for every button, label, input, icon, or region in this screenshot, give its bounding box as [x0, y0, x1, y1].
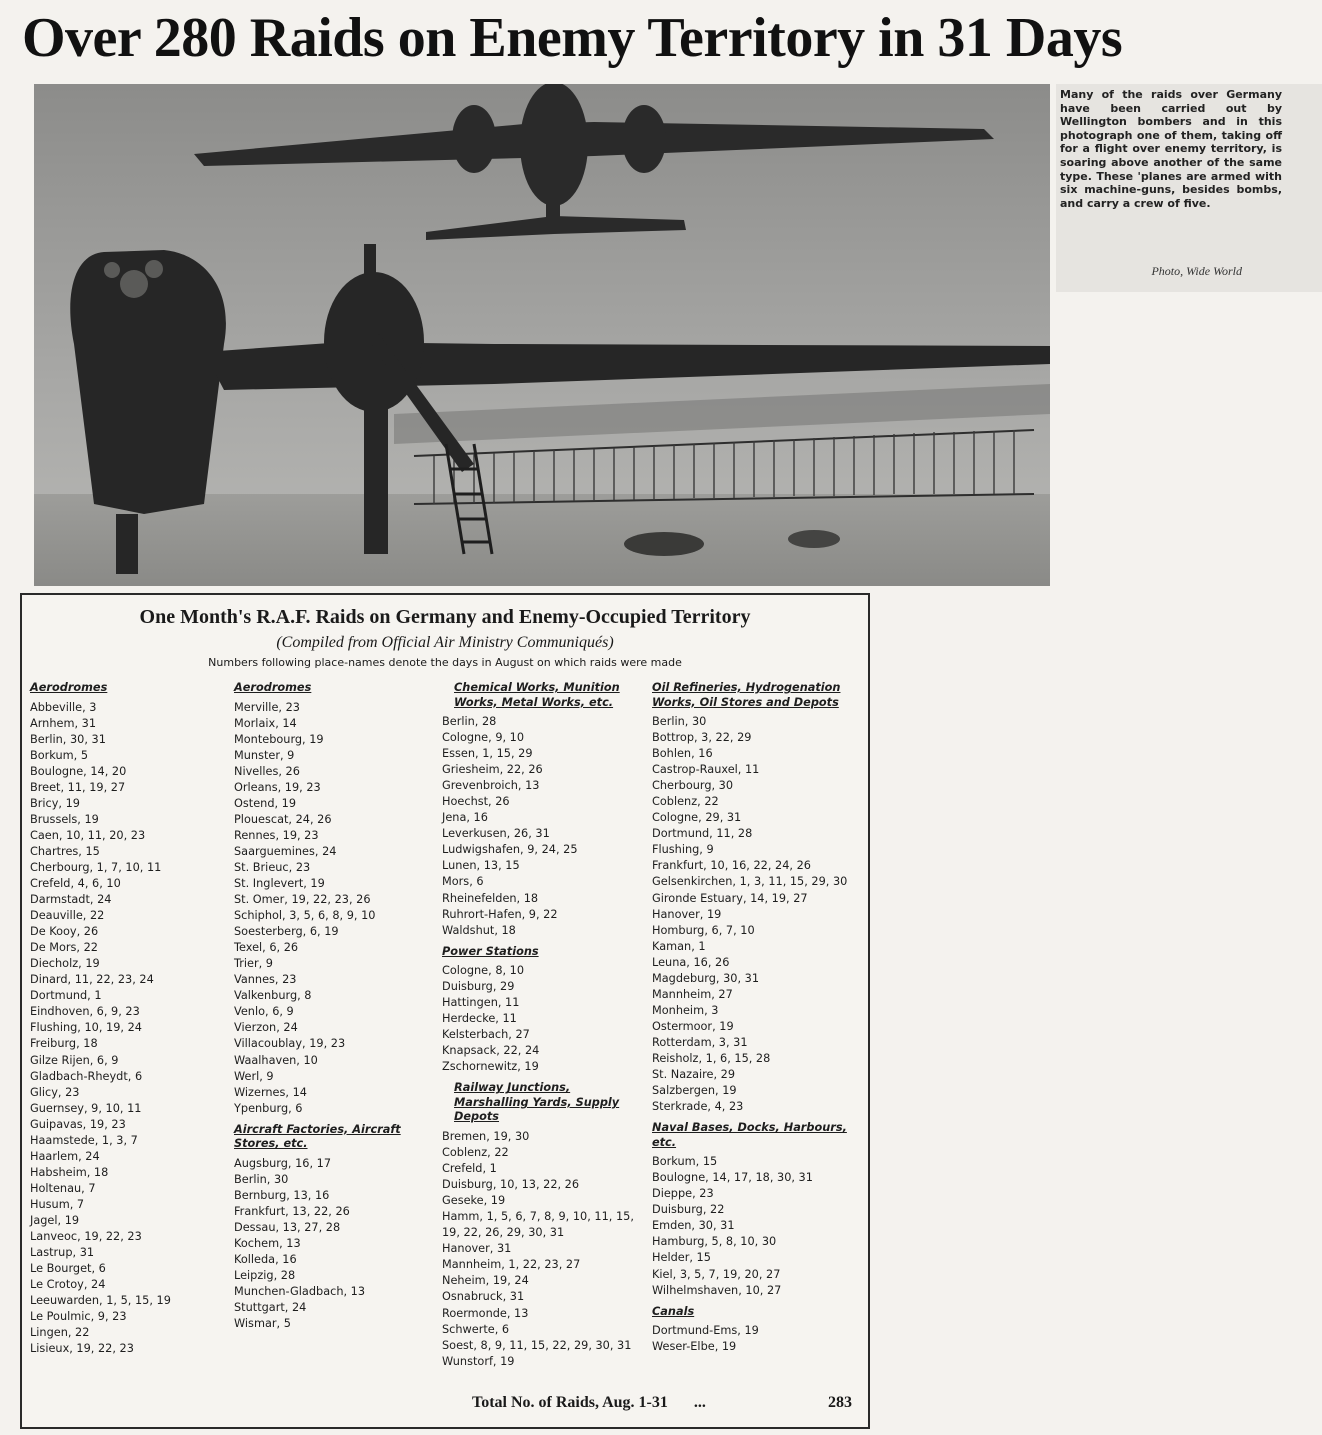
- section-heading-power-stations: Power Stations: [442, 944, 539, 958]
- list-item: Bremen, 19, 30: [442, 1129, 530, 1143]
- list-item: Borkum, 5: [30, 748, 89, 762]
- list-item: Boulogne, 14, 17, 18, 30, 31: [652, 1171, 813, 1185]
- table-note: Numbers following place-names denote the days in August on which raids were made: [208, 656, 682, 669]
- list-item: Monheim, 3: [652, 1003, 719, 1017]
- list-item: Bricy, 19: [30, 796, 80, 810]
- list-item: Wizernes, 14: [234, 1085, 307, 1099]
- list-item: Dieppe, 23: [652, 1187, 714, 1201]
- list-item: Holtenau, 7: [30, 1181, 96, 1195]
- list-item: Guipavas, 19, 23: [30, 1117, 126, 1131]
- list-item: Lingen, 22: [30, 1326, 90, 1340]
- list-item: Frankfurt, 13, 22, 26: [234, 1204, 350, 1218]
- photo-credit: Photo, Wide World: [1151, 264, 1242, 278]
- list-item: Bohlen, 16: [652, 747, 713, 761]
- list-item: Gelsenkirchen, 1, 3, 11, 15, 29, 30: [652, 875, 848, 889]
- table-subtitle: (Compiled from Official Air Ministry Communiqués): [276, 634, 614, 651]
- list-item: Vierzon, 24: [234, 1021, 298, 1035]
- total-label: Total No. of Raids, Aug. 1-31: [472, 1394, 668, 1411]
- list-item: Orleans, 19, 23: [234, 780, 321, 794]
- list-item: Dinard, 11, 22, 23, 24: [30, 973, 154, 987]
- list-item: Schwerte, 6: [442, 1322, 510, 1336]
- list-item: Kolleda, 16: [234, 1253, 297, 1266]
- list-item: Le Poulmic, 9, 23: [30, 1310, 127, 1324]
- list-item: Hanover, 19: [652, 907, 722, 921]
- list-item: Geseke, 19: [442, 1194, 506, 1208]
- list-item: Flushing, 9: [652, 843, 714, 857]
- aerodromes-list-2: [234, 700, 438, 1117]
- photo-caption-text: Many of the raids over Germany have been carried out by Wellington bombers and in this photograph one of them, taking off for a flight over enemy territory, is soaring above another of the same type. These 'planes are armed with six machine-guns, besides bombs, and carry a crew of five.: [1060, 88, 1282, 210]
- list-item: Rennes, 19, 23: [234, 828, 319, 842]
- list-item: St. Inglevert, 19: [234, 877, 325, 891]
- list-item: Osnabruck, 31: [442, 1290, 525, 1304]
- list-item: Herdecke, 11: [442, 1012, 517, 1026]
- list-item: Berlin, 28: [442, 715, 497, 728]
- list-item: St. Omer, 19, 22, 23, 26: [234, 893, 371, 907]
- column-chemical-power-railway: [442, 681, 648, 1370]
- list-item: Cologne, 29, 31: [652, 811, 742, 825]
- list-item: Jena, 16: [442, 811, 488, 825]
- list-item: Bernburg, 13, 16: [234, 1188, 330, 1202]
- list-item: Guernsey, 9, 10, 11: [30, 1101, 142, 1115]
- list-item: Lisieux, 19, 22, 23: [30, 1342, 134, 1356]
- list-item: Grevenbroich, 13: [442, 779, 540, 793]
- list-item: Wunstorf, 19: [442, 1354, 515, 1368]
- list-item: Hanover, 31: [442, 1242, 512, 1256]
- section-heading-aircraft-factories: Aircraft Factories, Aircraft Stores, etc.: [234, 1122, 401, 1151]
- chemical-works-list: [442, 714, 648, 939]
- list-item: Leipzig, 28: [234, 1269, 296, 1283]
- list-item: Dessau, 13, 27, 28: [234, 1220, 341, 1234]
- list-item: Dortmund-Ems, 19: [652, 1324, 759, 1338]
- list-item: Husum, 7: [30, 1197, 85, 1211]
- list-item: Abbeville, 3: [30, 700, 97, 714]
- list-item: St. Brieuc, 23: [234, 860, 311, 874]
- list-item: Deauville, 22: [30, 909, 105, 923]
- list-item: Darmstadt, 24: [30, 893, 112, 907]
- list-item: Breet, 11, 19, 27: [30, 780, 126, 794]
- list-item: Salzbergen, 19: [652, 1084, 737, 1098]
- list-item: Kiel, 3, 5, 7, 19, 20, 27: [652, 1267, 781, 1281]
- list-item: Leverkusen, 26, 31: [442, 827, 550, 841]
- list-item: Duisburg, 10, 13, 22, 26: [442, 1178, 580, 1192]
- oil-refineries-list: [652, 714, 862, 1115]
- list-item: Eindhoven, 6, 9, 23: [30, 1005, 140, 1019]
- list-item: Knapsack, 22, 24: [442, 1044, 540, 1058]
- section-heading-railway-junctions: Railway Junctions, Marshalling Yards, Supply Depots: [454, 1081, 620, 1124]
- list-item: Mors, 6: [442, 875, 484, 889]
- section-heading-chemical-works: Chemical Works, Munition Works, Metal Works, etc.: [454, 681, 620, 709]
- list-item: Montebourg, 19: [234, 732, 324, 746]
- list-item: St. Nazaire, 29: [652, 1068, 736, 1082]
- list-item: Mannheim, 1, 22, 23, 27: [442, 1258, 581, 1272]
- list-item: Soesterberg, 6, 19: [234, 925, 339, 939]
- list-item: De Mors, 22: [30, 941, 98, 955]
- article-background: [868, 592, 1322, 1435]
- list-item: Helder, 15: [652, 1251, 711, 1265]
- list-item: Rheinefelden, 18: [442, 891, 539, 905]
- list-item: Gilze Rijen, 6, 9: [30, 1053, 119, 1067]
- list-item: Hamburg, 5, 8, 10, 30: [652, 1235, 777, 1249]
- list-item: Zschornewitz, 19: [442, 1060, 539, 1074]
- section-heading-naval-bases: Naval Bases, Docks, Harbours, etc.: [652, 1121, 847, 1149]
- list-item: Lanveoc, 19, 22, 23: [30, 1230, 142, 1244]
- list-item: Saarguemines, 24: [234, 844, 337, 858]
- column-oil-naval-canals: [652, 681, 862, 1355]
- list-item: Merville, 23: [234, 700, 300, 714]
- list-item: Hoechst, 26: [442, 795, 510, 809]
- list-item: Texel, 6, 26: [234, 941, 299, 955]
- list-item: Ostend, 19: [234, 796, 297, 810]
- list-item: Kochem, 13: [234, 1236, 301, 1250]
- list-item: Ypenburg, 6: [234, 1101, 303, 1115]
- list-item: Munchen-Gladbach, 13: [234, 1285, 366, 1299]
- list-item: Dortmund, 1: [30, 989, 102, 1003]
- list-item: Essen, 1, 15, 29: [442, 747, 533, 761]
- list-item: Crefeld, 4, 6, 10: [30, 877, 121, 891]
- list-item: Arnhem, 31: [30, 716, 97, 730]
- list-item: Kaman, 1: [652, 939, 706, 953]
- bomber-photo: [34, 84, 1050, 586]
- headline: Over 280 Raids on Enemy Territory in 31 Days: [22, 7, 1123, 69]
- list-item: De Kooy, 26: [30, 925, 99, 939]
- list-item: Bottrop, 3, 22, 29: [652, 731, 752, 745]
- list-item: Morlaix, 14: [234, 716, 297, 730]
- total-raids: [472, 1393, 862, 1413]
- column-aerodromes-1: [30, 681, 226, 1357]
- list-item: Leuna, 16, 26: [652, 955, 730, 969]
- list-item: Duisburg, 22: [652, 1203, 725, 1217]
- total-value: 283: [828, 1394, 852, 1411]
- aircraft-factories-list: [234, 1156, 438, 1333]
- column-aerodromes-2: [234, 681, 438, 1332]
- list-item: Weser-Elbe, 19: [652, 1340, 737, 1354]
- list-item: Leeuwarden, 1, 5, 15, 19: [30, 1294, 171, 1308]
- list-item: Schiphol, 3, 5, 6, 8, 9, 10: [234, 909, 376, 923]
- list-item: Valkenburg, 8: [234, 989, 312, 1003]
- section-heading-canals: Canals: [652, 1304, 695, 1318]
- list-item: Coblenz, 22: [652, 795, 719, 809]
- list-item: Stuttgart, 24: [234, 1301, 307, 1315]
- list-item: Gladbach-Rheydt, 6: [30, 1069, 143, 1083]
- section-heading-oil-refineries: Oil Refineries, Hydrogenation Works, Oil Stores and Depots: [652, 681, 841, 709]
- list-item: Soest, 8, 9, 11, 15, 22, 29, 30, 31: [442, 1338, 632, 1352]
- list-item: Griesheim, 22, 26: [442, 763, 543, 777]
- list-item: Hamm, 1, 5, 6, 7, 8, 9, 10, 11, 15, 19, 22, 26, 29, 30, 31: [442, 1210, 634, 1240]
- list-item: Nivelles, 26: [234, 764, 300, 778]
- list-item: Vannes, 23: [234, 973, 297, 987]
- table-title: One Month's R.A.F. Raids on Germany and Enemy-Occupied Territory: [139, 606, 751, 628]
- raids-table: [20, 593, 870, 1429]
- total-dots: ...: [693, 1394, 706, 1411]
- list-item: Ruhrort-Hafen, 9, 22: [442, 907, 558, 921]
- list-item: Haarlem, 24: [30, 1149, 100, 1163]
- list-item: Cologne, 9, 10: [442, 731, 525, 745]
- list-item: Borkum, 15: [652, 1155, 718, 1169]
- list-item: Waalhaven, 10: [234, 1053, 318, 1067]
- list-item: Venlo, 6, 9: [234, 1005, 294, 1019]
- list-item: Duisburg, 29: [442, 980, 515, 994]
- railway-junctions-list: [442, 1129, 648, 1370]
- list-item: Neheim, 19, 24: [442, 1274, 529, 1288]
- list-item: Berlin, 30: [652, 715, 707, 728]
- aerodromes-list-1: [30, 700, 226, 1358]
- power-stations-list: [442, 963, 648, 1075]
- list-item: Cherbourg, 1, 7, 10, 11: [30, 860, 162, 874]
- list-item: Glicy, 23: [30, 1085, 80, 1099]
- list-item: Frankfurt, 10, 16, 22, 24, 26: [652, 859, 811, 873]
- list-item: Caen, 10, 11, 20, 23: [30, 828, 146, 842]
- list-item: Roermonde, 13: [442, 1306, 529, 1320]
- list-item: Ludwigshafen, 9, 24, 25: [442, 843, 578, 857]
- photo-caption: [1056, 84, 1322, 292]
- section-heading-aerodromes-2: Aerodromes: [234, 681, 312, 694]
- list-item: Castrop-Rauxel, 11: [652, 763, 760, 777]
- list-item: Boulogne, 14, 20: [30, 764, 127, 778]
- list-item: Wismar, 5: [234, 1317, 291, 1331]
- list-item: Plouescat, 24, 26: [234, 812, 332, 826]
- naval-bases-list: [652, 1154, 862, 1298]
- list-item: Munster, 9: [234, 748, 295, 762]
- list-item: Lastrup, 31: [30, 1246, 95, 1260]
- list-item: Flushing, 10, 19, 24: [30, 1021, 142, 1035]
- list-item: Hattingen, 11: [442, 996, 520, 1010]
- list-item: Haamstede, 1, 3, 7: [30, 1133, 138, 1147]
- list-item: Berlin, 30, 31: [30, 732, 106, 746]
- list-item: Magdeburg, 30, 31: [652, 971, 760, 985]
- list-item: Coblenz, 22: [442, 1146, 509, 1160]
- list-item: Jagel, 19: [30, 1214, 80, 1227]
- list-item: Dortmund, 11, 28: [652, 827, 753, 841]
- list-item: Emden, 30, 31: [652, 1219, 735, 1233]
- section-heading-aerodromes: Aerodromes: [30, 681, 108, 694]
- list-item: Kelsterbach, 27: [442, 1028, 530, 1042]
- list-item: Homburg, 6, 7, 10: [652, 923, 755, 937]
- list-item: Werl, 9: [234, 1069, 274, 1083]
- list-item: Diecholz, 19: [30, 957, 100, 971]
- list-item: Augsburg, 16, 17: [234, 1156, 332, 1170]
- canals-list: [652, 1323, 862, 1355]
- list-item: Rotterdam, 3, 31: [652, 1035, 748, 1049]
- list-item: Le Bourget, 6: [30, 1262, 106, 1276]
- list-item: Berlin, 30: [234, 1172, 289, 1186]
- list-item: Freiburg, 18: [30, 1037, 98, 1051]
- list-item: Chartres, 15: [30, 844, 100, 858]
- wellington-bombers-illustration: [34, 84, 1050, 586]
- list-item: Cherbourg, 30: [652, 779, 734, 793]
- list-item: Wilhelmshaven, 10, 27: [652, 1283, 782, 1297]
- list-item: Gironde Estuary, 14, 19, 27: [652, 891, 808, 905]
- list-item: Lunen, 13, 15: [442, 859, 520, 873]
- list-item: Crefeld, 1: [442, 1162, 497, 1176]
- list-item: Habsheim, 18: [30, 1165, 109, 1179]
- list-item: Villacoublay, 19, 23: [234, 1037, 346, 1051]
- list-item: Brussels, 19: [30, 812, 99, 826]
- list-item: Cologne, 8, 10: [442, 964, 525, 978]
- list-item: Ostermoor, 19: [652, 1019, 734, 1033]
- list-item: Mannheim, 27: [652, 987, 733, 1001]
- list-item: Waldshut, 18: [442, 923, 516, 937]
- list-item: Sterkrade, 4, 23: [652, 1100, 744, 1114]
- list-item: Le Crotoy, 24: [30, 1278, 106, 1292]
- list-item: Trier, 9: [234, 957, 273, 971]
- list-item: Reisholz, 1, 6, 15, 28: [652, 1051, 771, 1065]
